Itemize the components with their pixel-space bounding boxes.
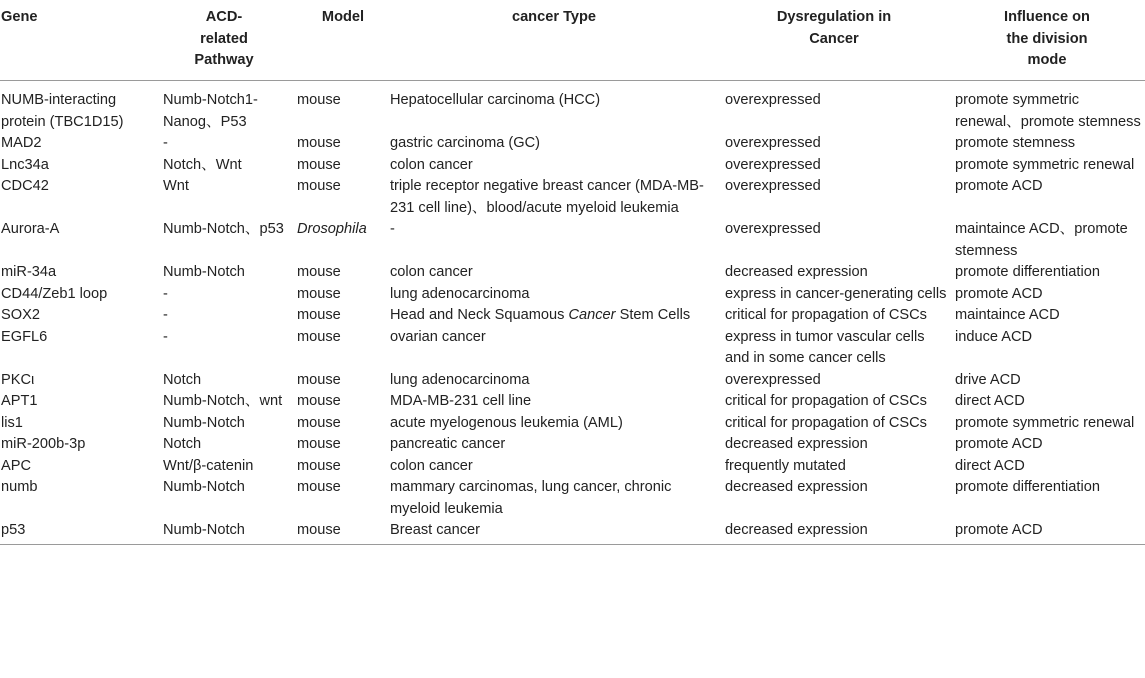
cell-cancer-type: colon cancer <box>390 264 473 280</box>
cell-influence: promote symmetric renewal <box>955 414 1135 431</box>
cell-pathway: Wnt/β-catenin <box>163 457 254 474</box>
cell-cancer-type: acute myelogenous leukemia (AML) <box>390 414 623 431</box>
table-row <box>0 219 1145 262</box>
cell-dysregulation: frequently mutated <box>725 457 846 474</box>
table-row <box>0 81 1145 134</box>
cell-model: mouse <box>297 135 341 151</box>
cancer-text-italic: Cancer <box>568 307 616 323</box>
cell-model: mouse <box>297 156 341 173</box>
cell-influence: promote symmetric renewal <box>955 156 1135 173</box>
table-row <box>0 176 1145 219</box>
cell-gene: p53 <box>0 520 163 544</box>
cell-cancer-type: mammary carcinomas, lung cancer, chronic myeloid leukemia <box>390 479 672 517</box>
cell-model: mouse <box>297 307 341 323</box>
cell-cancer-type: lung adenocarcinoma <box>390 285 530 302</box>
cell-cancer-type: colon cancer <box>390 156 473 173</box>
cell-pathway: Notch <box>163 371 202 388</box>
cell-dysregulation: overexpressed <box>725 221 821 237</box>
cell-model: mouse <box>297 328 341 345</box>
table-row <box>0 370 1145 392</box>
cell-cancer-type: lung adenocarcinoma <box>390 371 530 388</box>
table-row <box>0 327 1145 370</box>
cell-cancer-type: Hepatocellular carcinoma (HCC) <box>390 92 601 108</box>
cell-model: mouse <box>297 371 341 388</box>
cell-dysregulation: decreased expression <box>725 436 868 452</box>
cell-influence: maintaince ACD、promote stemness <box>955 221 1128 259</box>
cell-pathway: Numb-Notch1-Nanog、P53 <box>163 92 258 130</box>
table-row <box>0 133 1145 155</box>
cell-pathway: - <box>163 285 168 302</box>
cell-gene: MAD2 <box>1 135 42 151</box>
cell-influence: promote differentiation <box>955 479 1100 495</box>
cell-model: mouse <box>297 457 341 474</box>
cell-dysregulation: decreased expression <box>725 264 868 280</box>
cell-pathway: Numb-Notch <box>163 520 285 544</box>
table-row <box>0 434 1145 456</box>
cell-cancer-type: Breast cancer <box>389 520 719 544</box>
cell-pathway: Numb-Notch <box>163 479 245 495</box>
cancer-text-pre: Head and Neck Squamous <box>390 307 569 323</box>
cell-influence: direct ACD <box>955 393 1025 409</box>
table-row <box>0 477 1145 520</box>
header-gene: Gene <box>0 0 163 81</box>
cell-influence: promote differentiation <box>955 264 1100 280</box>
cell-cancer-type <box>389 305 719 327</box>
cell-model: mouse <box>297 178 341 194</box>
cell-influence: direct ACD <box>955 457 1025 474</box>
cell-pathway: Notch、Wnt <box>163 156 242 173</box>
cell-gene: CDC42 <box>1 178 49 194</box>
cell-gene: APT1 <box>1 393 38 409</box>
cell-dysregulation: express in tumor vascular cells and in some cancer cells <box>725 328 925 366</box>
cell-gene: miR-200b-3p <box>1 436 86 452</box>
cell-model: mouse <box>285 520 389 544</box>
cell-influence: promote ACD <box>949 520 1145 544</box>
cell-influence: promote ACD <box>955 178 1043 194</box>
cell-model: mouse <box>297 264 341 280</box>
cell-model: mouse <box>297 393 341 409</box>
cell-cancer-type: ovarian cancer <box>390 328 486 345</box>
cell-dysregulation: decreased expression <box>725 479 868 495</box>
cell-gene: Aurora-A <box>1 221 60 237</box>
cell-gene: CD44/Zeb1 loop <box>1 285 108 302</box>
cell-influence: promote ACD <box>955 285 1043 302</box>
cell-gene: APC <box>1 457 32 474</box>
cell-model: mouse <box>297 436 341 452</box>
cell-cancer-type: MDA-MB-231 cell line <box>390 393 532 409</box>
table-row <box>0 155 1145 177</box>
header-cancer-type: cancer Type <box>389 0 719 81</box>
table-row <box>0 391 1145 413</box>
cell-model <box>285 219 389 262</box>
cell-dysregulation: overexpressed <box>725 178 821 194</box>
cell-pathway: Numb-Notch <box>163 264 245 280</box>
cell-model: mouse <box>297 92 341 108</box>
header-influence: Influence on the division mode <box>949 0 1145 81</box>
cell-dysregulation: overexpressed <box>725 371 821 388</box>
cell-dysregulation: critical for propagation of CSCs <box>725 414 927 431</box>
cell-pathway: - <box>163 328 168 345</box>
header-pathway: ACD-related Pathway <box>163 0 285 81</box>
cell-gene: Lnc34a <box>1 156 49 173</box>
cell-dysregulation: overexpressed <box>725 135 821 151</box>
cell-pathway: Notch <box>163 436 202 452</box>
cell-influence: promote stemness <box>955 135 1076 151</box>
cell-model: mouse <box>297 479 341 495</box>
cell-model-italic: Drosophila <box>297 221 367 237</box>
cell-pathway: - <box>163 307 168 323</box>
cell-dysregulation: critical for propagation of CSCs <box>725 393 927 409</box>
cell-model: mouse <box>297 285 341 302</box>
cell-pathway: - <box>163 135 168 151</box>
cell-pathway: Numb-Notch、wnt <box>163 393 283 409</box>
table-row <box>0 262 1145 284</box>
cell-dysregulation: overexpressed <box>725 92 821 108</box>
cell-cancer-type: colon cancer <box>390 457 473 474</box>
cell-pathway: Numb-Notch <box>163 414 245 431</box>
header-model: Model <box>285 0 389 81</box>
cell-influence: promote ACD <box>955 436 1043 452</box>
cell-influence: maintaince ACD <box>955 307 1060 323</box>
header-dysregulation: Dysregulation in Cancer <box>719 0 949 81</box>
cell-influence: induce ACD <box>955 328 1033 345</box>
cell-cancer-type: gastric carcinoma (GC) <box>390 135 541 151</box>
cell-pathway: Wnt <box>163 178 189 194</box>
cell-dysregulation: overexpressed <box>725 156 821 173</box>
cell-influence: promote symmetric renewal、promote stemness <box>955 92 1141 130</box>
cancer-text-post: Stem Cells <box>615 307 691 323</box>
cell-gene: PKCι <box>1 371 35 388</box>
cell-influence: drive ACD <box>955 371 1021 388</box>
cell-cancer-type: pancreatic cancer <box>390 436 506 452</box>
cell-gene: EGFL6 <box>1 328 48 345</box>
table-header-row <box>0 0 1145 81</box>
cell-dysregulation: critical for propagation of CSCs <box>725 307 927 323</box>
table-row <box>0 284 1145 306</box>
table-row <box>0 305 1145 327</box>
cell-model: mouse <box>297 414 341 431</box>
cell-gene: NUMB-interacting protein (TBC1D15) <box>1 92 124 130</box>
cell-gene: miR-34a <box>1 264 57 280</box>
cell-pathway: Numb-Notch、p53 <box>163 221 284 237</box>
table-row <box>0 456 1145 478</box>
cell-dysregulation: decreased expression <box>719 520 949 544</box>
table-row <box>0 520 1145 544</box>
cell-dysregulation: express in cancer-generating cells <box>725 285 947 302</box>
cell-cancer-type: triple receptor negative breast cancer (MDA-MB-231 cell line)、blood/acute myeloid leukemia <box>390 178 704 216</box>
table-row <box>0 413 1145 435</box>
cell-gene: numb <box>1 479 38 495</box>
cell-gene: lis1 <box>1 414 23 431</box>
cell-cancer-type: - <box>390 221 395 237</box>
cell-gene: SOX2 <box>1 307 40 323</box>
